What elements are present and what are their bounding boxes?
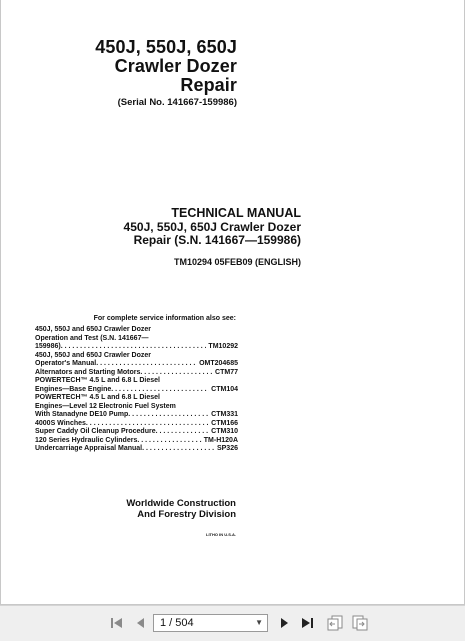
reference-title-line: POWERTECH™ 4.5 L and 6.8 L Diesel [35,394,160,401]
reference-code: TM10292 [208,343,238,350]
reference-title-line: 159986) [35,343,61,350]
reference-row [35,386,238,395]
reference-title-line: Super Caddy Oil Cleanup Procedure [35,428,156,435]
dot-leader [61,343,207,352]
reference-title-line: With Stanadyne DE10 Pump [35,411,129,418]
title-line-1: 450J, 550J, 650J [95,37,237,57]
serial-number: (Serial No. 141667-159986) [117,97,237,108]
reference-code: CTM310 [211,428,238,435]
reference-row [35,377,238,386]
dot-leader [156,428,210,437]
reference-row [35,352,238,361]
reference-row [35,369,238,378]
reference-row [35,403,238,412]
document-title-block [95,38,237,109]
reference-row [35,437,238,446]
reference-row [35,360,238,369]
see-also-heading: For complete service information also see: [93,315,236,322]
manual-code: TM10294 05FEB09 (ENGLISH) [173,257,301,267]
reference-row [35,326,238,335]
chevron-down-icon[interactable]: ▼ [255,618,263,627]
dot-leader [140,369,213,378]
reference-row [35,420,238,429]
dot-leader [111,386,209,395]
viewer-toolbar [0,605,465,641]
reference-code: TM-H120A [203,436,238,444]
reference-title-line: 450J, 550J and 650J Crawler Dozer [35,351,151,359]
division-line-2: And Forestry Division [137,509,236,520]
reference-title-line: Undercarriage Appraisal Manual [35,445,143,452]
reference-title-line: 4000S Winches [35,419,86,427]
next-view-icon[interactable] [350,615,370,631]
reference-title-line: 450J, 550J and 650J Crawler Dozer [35,326,151,333]
dot-leader [137,437,201,446]
division-block [126,498,236,520]
reference-code: CTM331 [211,411,238,418]
next-page-icon[interactable] [276,615,292,631]
reference-title-line: Alternators and Starting Motors [35,368,141,376]
title-line-3: Repair [180,75,237,95]
reference-row [35,343,238,352]
reference-title-line: Engines—Base Engine [35,385,112,393]
dot-leader [142,445,215,454]
reference-title-line: Engines—Level 12 Electronic Fuel System [35,402,176,410]
reference-row [35,428,238,437]
reference-list [35,326,238,454]
reference-row [35,394,238,403]
reference-title-line: Operator's Manual [35,360,97,367]
litho-mark: LITHO IN U.S.A. [206,532,236,537]
manual-heading: TECHNICAL MANUAL [171,206,301,220]
reference-code: OMT204685 [199,360,238,367]
reference-code: CTM104 [211,385,238,393]
division-line-1: Worldwide Construction [126,498,236,509]
previous-page-icon[interactable] [133,615,149,631]
dot-leader [128,411,209,420]
reference-code: CTM166 [211,419,238,427]
dot-leader [86,420,209,429]
reference-row [35,445,238,454]
reference-title-line: 120 Series Hydraulic Cylinders [35,436,138,444]
last-page-icon[interactable] [298,615,316,631]
reference-title-line: Operation and Test (S.N. 141667— [35,334,149,342]
dot-leader [96,360,197,369]
reference-title-line: POWERTECH™ 4.5 L and 6.8 L Diesel [35,377,160,384]
reference-row [35,335,238,344]
manual-info-block [124,206,301,268]
reference-code: CTM77 [215,368,238,376]
manual-subtitle-2: Repair (S.N. 141667—159986) [133,233,301,247]
previous-view-icon[interactable] [325,615,345,631]
reference-row [35,411,238,420]
page-number-input[interactable] [153,614,268,632]
title-line-2: Crawler Dozer [114,56,237,76]
first-page-icon[interactable] [108,615,126,631]
manual-subtitle-1: 450J, 550J, 650J Crawler Dozer [123,220,301,234]
page-number-value: 1 / 504 [160,617,194,629]
reference-code: SP326 [216,445,238,452]
